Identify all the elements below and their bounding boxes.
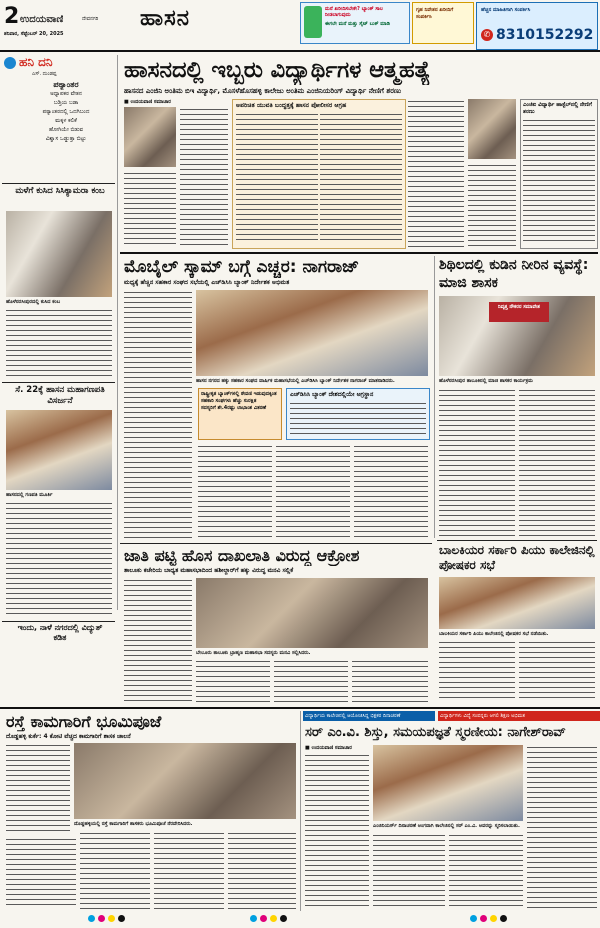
lead-subhead: ಹಾಸನದ ಎಂಜಿನಿ ಅಂತಿಮ ಬಿಇ ವಿದ್ಯಾರ್ಥಿ, ಮೊಸಳೆಹೊಸಹಳ್ಳಿ ಕಾಲೇಜು ಅಂತಿಮ ಎಂಜಿನಿಯರಿಂಗ್ ವಿದ್ಯಾರ್ಥಿ ನೇಣಿಗೆ ಶರಣು (124, 87, 402, 95)
ad-phone-number: 8310152292 (496, 27, 594, 43)
phone-icon: ✆ (481, 29, 493, 41)
road-caption: ದೊಡ್ಡಹಳ್ಳಿಯಲ್ಲಿ ರಸ್ತೆ ಕಾಮಗಾರಿಗೆ ಶಾಸಕರು ಭೂಮಿಪೂಜೆ ನೆರವೇರಿಸಿದರು. (74, 821, 193, 827)
story-2-photo (6, 410, 112, 490)
engineers-kicker-1: ವಿದ್ಯಾರ್ಥಿಯ ಕಾಲೇಜಿನಲ್ಲಿ ಆಯೋಜಿಸಿದ್ದ ಭಿಕ್ಷಕರ ದಿನಾಚರಣೆ (303, 711, 435, 721)
poem-line: ಅಧ್ಯಾಪಕರ ವೇತನ (50, 91, 82, 97)
masthead (0, 0, 600, 52)
story-1-caption: ಹೊಳೆನರಸೀಪುರದಲ್ಲಿ ಕುಸಿದ ಕಂಬ (6, 299, 61, 305)
poem-line: ಬಡ್ತಿಯ ಬಡಾ (53, 100, 79, 106)
water-headline: ಶಿಥಿಲದಲ್ಲಿ ಕುಡಿನ ನೀರಿನ ವ್ಯವಸ್ಥೆ: ಮಾಜಿ ಶಾಸಕ (439, 257, 589, 291)
phone-ad-icon (304, 6, 322, 38)
ad-3-text: ಹೆಚ್ಚಿನ ಮಾಹಿತಿಗಾಗಿ ಸಂಪರ್ಕಿಸಿ (481, 7, 531, 13)
story-1-headline: ಮಳೆಗೆ ಕುಸಿದ ಸಿಸಿಕ್ಯಾಮರಾ ಕಂಬ (15, 186, 105, 196)
ad-box-3 (476, 2, 598, 50)
edition-label: ದೇವನಗರಿ (82, 16, 99, 22)
mobile-caption: ಹಾಸನ ನಗರದ ಹಕ್ಕು ಸಹಕಾರ ಸಂಘದ ವಾರ್ಷಿಕ ಮಹಾಸಭೆಯಲ್ಲಿ ಎಚ್‌ಡಿಸಿಸಿ ಬ್ಯಾಂಕ್ ನಿರ್ದೇಶಕ ನಾಗರಾಜ್ ಮಾತನಾಡಿದರು. (196, 378, 395, 384)
engineers-caption: ಎಂಜಿನಿಯರ್ಸ್ ದಿನಾಚರಣೆ ಅಂಗವಾಗಿ ಕಾಲೇಜಿನಲ್ಲಿ ಸರ್ ಎಂ.ವಿ. ಅವರನ್ನು ಸ್ಮರಿಸಲಾಯಿತು. (373, 823, 520, 829)
poem-line: ಹೋಗಿಯೇ ಬಿಡುವ (48, 127, 84, 133)
caste-subhead: ತಾಲೂಕು ಕಚೇರಿಯ ಬಾಧ್ಯತ ಮಹಾಸಭಾದಿಂದ ಹಶೀಲ್ದಾರ್‌ಗೆ ಹಕ್ಕು ವಿರುದ್ಧ ಮನವಿ ಸಲ್ಲಿಕೆ (124, 567, 294, 574)
caste-photo (196, 578, 428, 648)
engineers-kicker-2: ವಿದ್ಯಾರ್ಥಿಗಳು ವಿದ್ಯೆ ಸಂಪನ್ನರು ಆಗಲಿ ಶಿಕ್ಷಣ ಅಭಿಮತ (438, 711, 600, 721)
story-2-headline: ಸೆ. 22ಕ್ಕೆ ಹಾಸನ ಮಹಾಗಣಪತಿ ವಿಸರ್ಜನೆ (15, 385, 105, 406)
hani-dani-author: ಎಸ್. ದುಂಡಪ್ಪ (32, 71, 57, 77)
hani-dani-logo-icon (4, 57, 16, 69)
lead-box (232, 99, 406, 249)
lead-byline: ■ ಉದಯವಾಣಿ ಸಮಾಚಾರ (124, 99, 171, 105)
registration-marks (250, 915, 287, 922)
lead-side-box (520, 99, 598, 249)
engineers-headline: ಸರ್ ಎಂ.ವಿ. ಶಿಸ್ತು, ಸಮಯಪಜ್ಞತೆ ಸ್ಮರಣೀಯ: ನಾಗೇಶ್‌ರಾವ್ (305, 725, 566, 740)
ad-1-line-2: ಈಗಲೇ ಮನೆ ಮತ್ತು ಸೈಟ್ ಬುಕ್ ಮಾಡಿ (325, 21, 390, 27)
sidebar (2, 55, 115, 642)
story-2-caption: ಹಾಸನದಲ್ಲಿ ಗಣಪತಿ ಮೂರ್ತಿ (6, 492, 53, 498)
engineers-photo (373, 745, 523, 821)
college-photo (439, 577, 595, 629)
page-number: 2 (4, 4, 20, 29)
story-1-photo (6, 211, 112, 297)
ad-box-1 (300, 2, 410, 44)
hani-dani-title: ಹನಿ ದನಿ (19, 55, 53, 69)
lead-story (120, 55, 598, 250)
poem-line: ಮಕ್ಕಳ ಕಲಿಕೆ (55, 118, 77, 124)
bullet-item: ಸದಸ್ಯರಿಗೆ ಶೇ.4ರಷ್ಟು ಲಾಭಾಂಶ ವಿತರಣೆ (201, 405, 267, 411)
registration-marks (470, 915, 507, 922)
mobile-subhead: ಮಧ್ಯಕ್ಕೆ ಹೆಚ್ಚಿನ ಸಹಕಾರ ಸಂಘದ ಸಭೆಯಲ್ಲಿ ಎಚ್‌ಡಿಸಿಸಿ ಬ್ಯಾಂಕ್ ನಿರ್ದೇಶಕ ಅಭಿಮತ (124, 279, 290, 286)
lead-box-headline: ಅಪರಿಚಿತ ಯುವತಿ ಬಂದ್ಧತ್ತಕ್ಕೆ ಹಾಸನ ಪೋಲೀಸರ ಆಗ್ರಹ (236, 102, 347, 109)
poem-box (20, 80, 112, 178)
mobile-headline: ಮೊಬೈಲ್ ಸ್ಕಾಮ್ ಬಗ್ಗೆ ಎಚ್ಚರ: ನಾಗರಾಜ್ (124, 257, 360, 277)
section-title: ಹಾಸನ (140, 6, 190, 31)
bullet-item: ಸಹಕಾರಿ ಸಂಘಗಳು ಹೆಚ್ಚು ಸುರಕ್ಷಿತ (201, 398, 257, 404)
caste-headline: ಜಾತಿ ಪಟ್ಟಿ ಹೊಸ ದಾಖಲಾತಿ ವಿರುದ್ಧ ಆಕ್ರೋಶ (124, 546, 360, 565)
water-photo (439, 296, 595, 376)
engineers-story (303, 711, 598, 911)
paper-name: ಉದಯವಾಣಿ (20, 14, 64, 25)
poem-title: ಪಠ್ಯಾಂತರ (53, 80, 79, 89)
ad-box-2 (412, 2, 474, 44)
water-caption: ಹೊಳೆನರಸೀಪುರ ತಾಲೂಕಿನಲ್ಲಿ ಮಾಜಿ ಶಾಸಕರ ಕಾರ್ಯಕ್ರಮ (439, 378, 533, 384)
lead-side-box-headline: ಎಂಜಿಐ ವಿದ್ಯಾರ್ಥಿ ಹಾಸ್ಟೆಲ್‌ನಲ್ಲಿ ನೇಣಿಗೆ ಶರಣು (523, 102, 592, 115)
college-caption: ಬಾಲಕಿಯರ ಸರ್ಕಾರಿ ಪಿಯು ಕಾಲೇಜಿನಲ್ಲಿ ಪೋಷಕರ ಸಭೆ ನಡೆಯಿತು. (439, 631, 549, 637)
road-photo (74, 743, 296, 819)
mobile-bullet-box (198, 388, 282, 440)
bullet-item: ರಾಷ್ಟ್ರೀಕೃತ ಬ್ಯಾಂಕ್‌ಗಳಲ್ಲಿ ಠೇವಣಿ ಇಡುವುದಕ್ಕಿಂತ (201, 391, 277, 397)
ad-2-text: ಗೃಹ ನಿವೇಶನ ಖರೀದಿಗೆ ಸಂಪರ್ಕಿಸಿ (416, 7, 454, 20)
poem-line: ಪಠ್ಯಾಂತರದಲ್ಲಿ ಒದಗಿಬಂದ (42, 109, 90, 115)
lead-photo-2 (468, 99, 516, 159)
registration-marks (88, 915, 125, 922)
mobile-scam-story (120, 256, 432, 541)
road-subhead: ದೊಡ್ಡಹಳ್ಳಿ ಕುರ್ಕೆ: 4 ಕೋಟಿ ವೆಚ್ಚದ ಕಾಮಗಾರಿಗೆ ಶಾಸಕ ಚಾಲನೆ (6, 733, 131, 740)
ad-1-line-1: ಮನೆ ಖರೀದಿಸಬೇಕೇ? ಬ್ಯಾಂಕ್ ಸಾಲ ನೀಡಲಾಗುವುದು (325, 6, 384, 18)
poem-line: ವಿಶ್ವಾಸ ಒಡ್ಡುತ್ತಾ ಬಿಟ್ಟು (45, 136, 87, 142)
engineers-byline: ■ ಉದಯವಾಣಿ ಸಮಾಚಾರ (305, 745, 352, 751)
caste-caption: ಬೇಲೂರು ತಾಲೂಕು ಬ್ರಾಹ್ಮಣ ಮಹಾಸಭಾ ಸದಸ್ಯರು ಮನವಿ ಸಲ್ಲಿಸಿದರು. (196, 650, 311, 656)
college-story (437, 543, 597, 705)
mobile-box-headline: ಎಚ್‌ಡಿಸಿಸಿ ಬ್ಯಾಂಕ್ ದೇಶದಲ್ಲಿಯೇ ಅಗ್ರಸ್ಥಾನ (290, 391, 374, 398)
college-headline: ಬಾಲಕಿಯರ ಸರ್ಕಾರಿ ಪಿಯು ಕಾಲೇಜಿನಲ್ಲಿ ಪೋಷಕರ ಸಭೆ (439, 543, 595, 572)
story-3-headline: ಇಂದು, ನಾಳೆ ನಗರದಲ್ಲಿ ವಿದ್ಯುತ್ ಕಡಿತ (17, 623, 103, 642)
date-line: ಶನಿವಾರ, ಸೆಪ್ಟೆಂಬರ್ 20, 2025 (4, 31, 64, 37)
mobile-info-box (286, 388, 430, 440)
road-headline: ರಸ್ತೆ ಕಾಮಗಾರಿಗೆ ಭೂಮಿಪೂಜೆ (6, 712, 162, 731)
road-story (2, 711, 298, 911)
mobile-photo (196, 290, 428, 376)
lead-photo-1 (124, 107, 176, 167)
lead-headline: ಹಾಸನದಲ್ಲಿ ಇಬ್ಬರು ವಿದ್ಯಾರ್ಥಿಗಳ ಆತ್ಮಹತ್ಯೆ (124, 57, 431, 83)
water-story (437, 256, 597, 538)
water-photo-banner: ನಿವೃತ್ತ ನೌಕರರ ಸಮಾವೇಶ (489, 302, 549, 322)
